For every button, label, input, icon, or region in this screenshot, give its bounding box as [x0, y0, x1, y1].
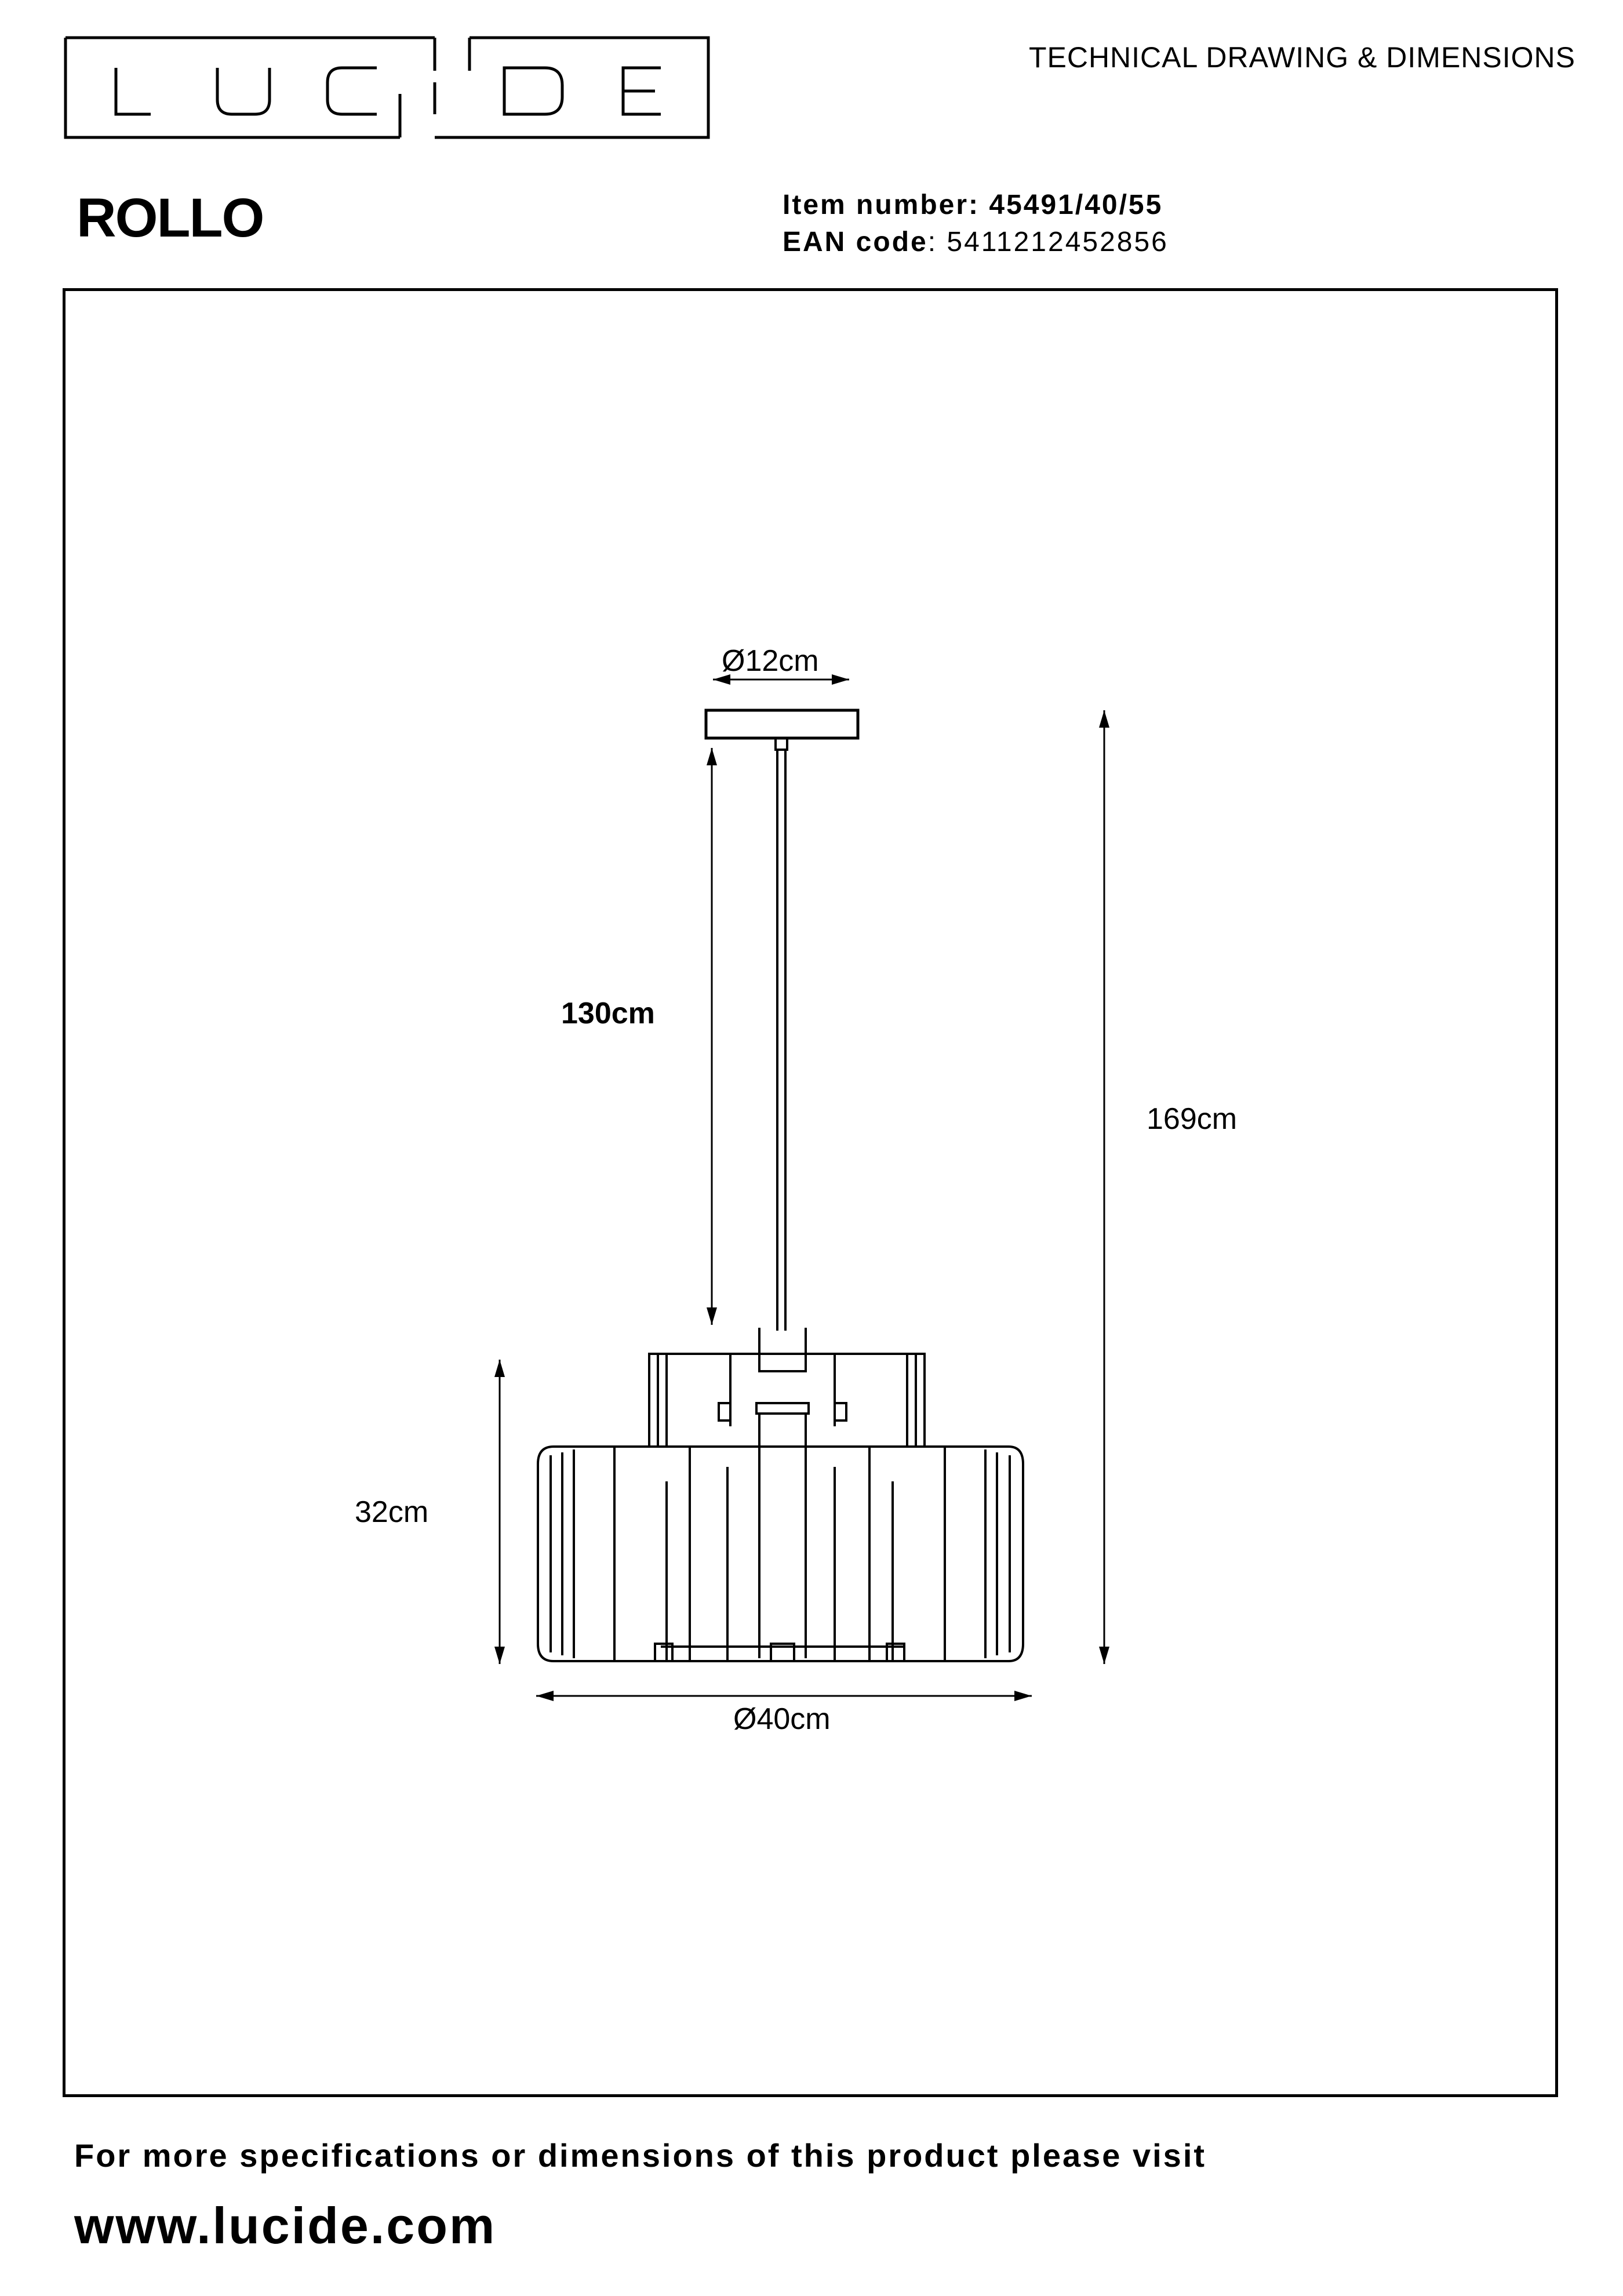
cable-length-label: 130cm	[561, 997, 655, 1030]
ean-label: EAN code	[783, 227, 928, 257]
shade-height-label: 32cm	[355, 1495, 429, 1529]
canopy	[706, 710, 858, 738]
product-name: ROLLO	[77, 187, 264, 249]
canopy-diameter-label: Ø12cm	[722, 644, 819, 678]
footer-note: For more specifications or dimensions of this product please visit	[74, 2137, 1207, 2174]
item-number-value: 45491/40/55	[989, 190, 1163, 220]
total-height-label: 169cm	[1147, 1102, 1238, 1136]
ean-value: : 5411212452856	[927, 227, 1169, 257]
document-type: TECHNICAL DRAWING & DIMENSIONS	[1028, 41, 1575, 74]
shade-lower-tier	[538, 1414, 1023, 1661]
canopy-clamp	[776, 738, 787, 750]
website-link[interactable]: www.lucide.com	[74, 2197, 497, 2254]
shade-diameter-label: Ø40cm	[733, 1702, 831, 1736]
item-number-label: Item number:	[783, 190, 989, 220]
shade-upper-tier	[649, 1328, 925, 1447]
